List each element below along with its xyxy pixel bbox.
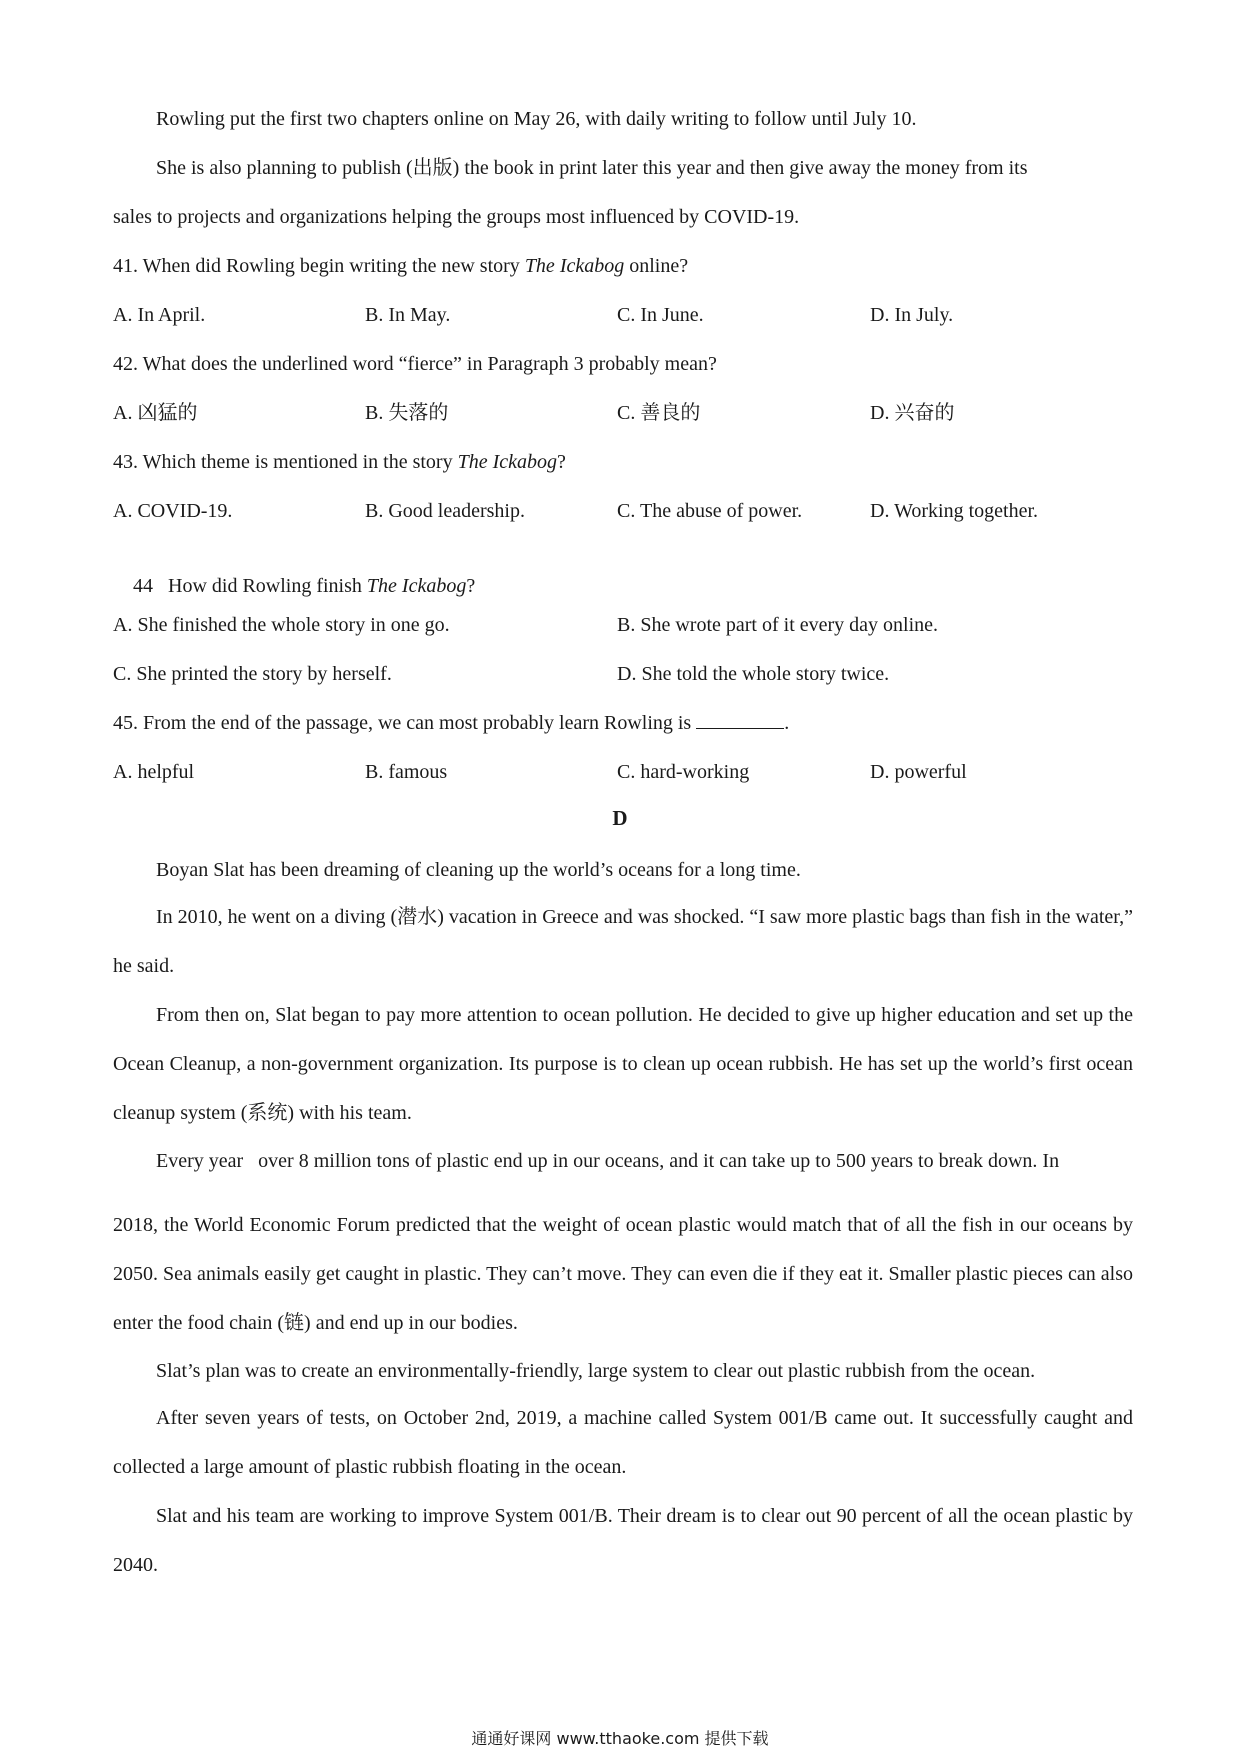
- question-43-title: The Ickabog: [457, 451, 557, 473]
- passage-d-paragraph-2: In 2010, he went on a diving (潜水) vacation in Greece and was shocked. “I saw more plastic bags than fish in the water,” he said.: [113, 906, 1133, 977]
- passage-c-paragraph-1: Rowling put the first two chapters online on May 26, with daily writing to follow until July 10.: [156, 108, 917, 130]
- question-41-title: The Ickabog: [524, 255, 625, 277]
- question-42-stem: 42. What does the underlined word “fierce” in Paragraph 3 probably mean?: [113, 353, 717, 375]
- question-43-option-d: D. Working together.: [870, 500, 1038, 522]
- question-41-option-d: D. In July.: [870, 304, 954, 326]
- question-45-option-d: D. powerful: [870, 761, 967, 783]
- question-45-option-b: B. famous: [365, 761, 448, 783]
- question-41-option-b: B. In May.: [365, 304, 451, 326]
- question-45-option-c: C. hard-working: [617, 761, 750, 783]
- question-43-text-end: ?: [557, 451, 566, 473]
- passage-d-paragraph-7: Slat and his team are working to improve System 001/B. Their dream is to clear out 90 percent of all the ocean plastic by 2040.: [113, 1505, 1133, 1576]
- passage-d-paragraph-5: Slat’s plan was to create an environmentally-friendly, large system to clear out plastic rubbish from the ocean.: [156, 1360, 1036, 1382]
- question-42-option-d: D. 兴奋的: [870, 402, 955, 424]
- question-41-option-c: C. In June.: [617, 304, 704, 326]
- answer-blank: [696, 712, 784, 729]
- question-41-text: 41. When did Rowling begin writing the new story: [113, 255, 525, 277]
- question-44-option-b: B. She wrote part of it every day online.: [617, 614, 939, 636]
- question-43-option-a: A. COVID-19.: [113, 500, 233, 522]
- question-45-text: 45. From the end of the passage, we can most probably learn Rowling is: [113, 712, 697, 734]
- question-42-option-a: A. 凶猛的: [113, 402, 198, 424]
- question-44-text: 44 How did Rowling finish: [133, 575, 367, 597]
- question-44-option-d: D. She told the whole story twice.: [617, 663, 890, 685]
- question-43-option-c: C. The abuse of power.: [617, 500, 803, 522]
- page-footer: 通通好课网 www.tthaoke.com 提供下载: [471, 1729, 769, 1748]
- question-43-text: 43. Which theme is mentioned in the story: [113, 451, 458, 473]
- question-41-text-end: online?: [624, 255, 689, 277]
- question-45-stem: [113, 710, 789, 736]
- passage-d-paragraph-4-rest: 2018, the World Economic Forum predicted that the weight of ocean plastic would match that of all the fish in our oceans by 2050. Sea animals easily get caught in plastic. They can’t move. They can even die if they eat it. Smaller plastic pieces can also enter the food chain (链) and end up in our bodies.: [113, 1214, 1133, 1334]
- question-42-option-b: B. 失落的: [365, 402, 449, 424]
- question-44-option-a: A. She finished the whole story in one go.: [113, 614, 450, 636]
- passage-d-paragraph-3: From then on, Slat began to pay more attention to ocean pollution. He decided to give up higher education and set up the Ocean Cleanup, a non-government organization. Its purpose is to clean up ocean rubbish. He has set up the world’s first ocean cleanup system (系统) with his team.: [113, 1004, 1133, 1124]
- passage-d-paragraph-6: After seven years of tests, on October 2nd, 2019, a machine called System 001/B came out. It successfully caught and collected a large amount of plastic rubbish floating in the ocean.: [113, 1407, 1133, 1478]
- passage-d-paragraph-4-line-1: Every year over 8 million tons of plastic end up in our oceans, and it can take up to 500 years to break down. In: [156, 1150, 1060, 1172]
- question-41-stem: [113, 253, 688, 279]
- question-44-option-c: C. She printed the story by herself.: [113, 663, 392, 685]
- question-41-option-a: A. In April.: [113, 304, 206, 326]
- question-44-title: The Ickabog: [366, 575, 467, 597]
- question-43-option-b: B. Good leadership.: [365, 500, 525, 522]
- passage-c-paragraph-2-line-2: sales to projects and organizations helping the groups most influenced by COVID-19.: [113, 206, 800, 228]
- passage-c-paragraph-2-line-1: She is also planning to publish (出版) the book in print later this year and then give away the money from its: [156, 157, 1028, 179]
- question-45-text-end: .: [784, 712, 790, 734]
- section-heading-d: D: [612, 806, 628, 830]
- question-44-text-end: ?: [466, 575, 476, 597]
- question-43-stem: [113, 449, 566, 475]
- question-45-option-a: A. helpful: [113, 761, 195, 783]
- passage-d-paragraph-1: Boyan Slat has been dreaming of cleaning up the world’s oceans for a long time.: [156, 859, 801, 881]
- question-42-option-c: C. 善良的: [617, 402, 701, 424]
